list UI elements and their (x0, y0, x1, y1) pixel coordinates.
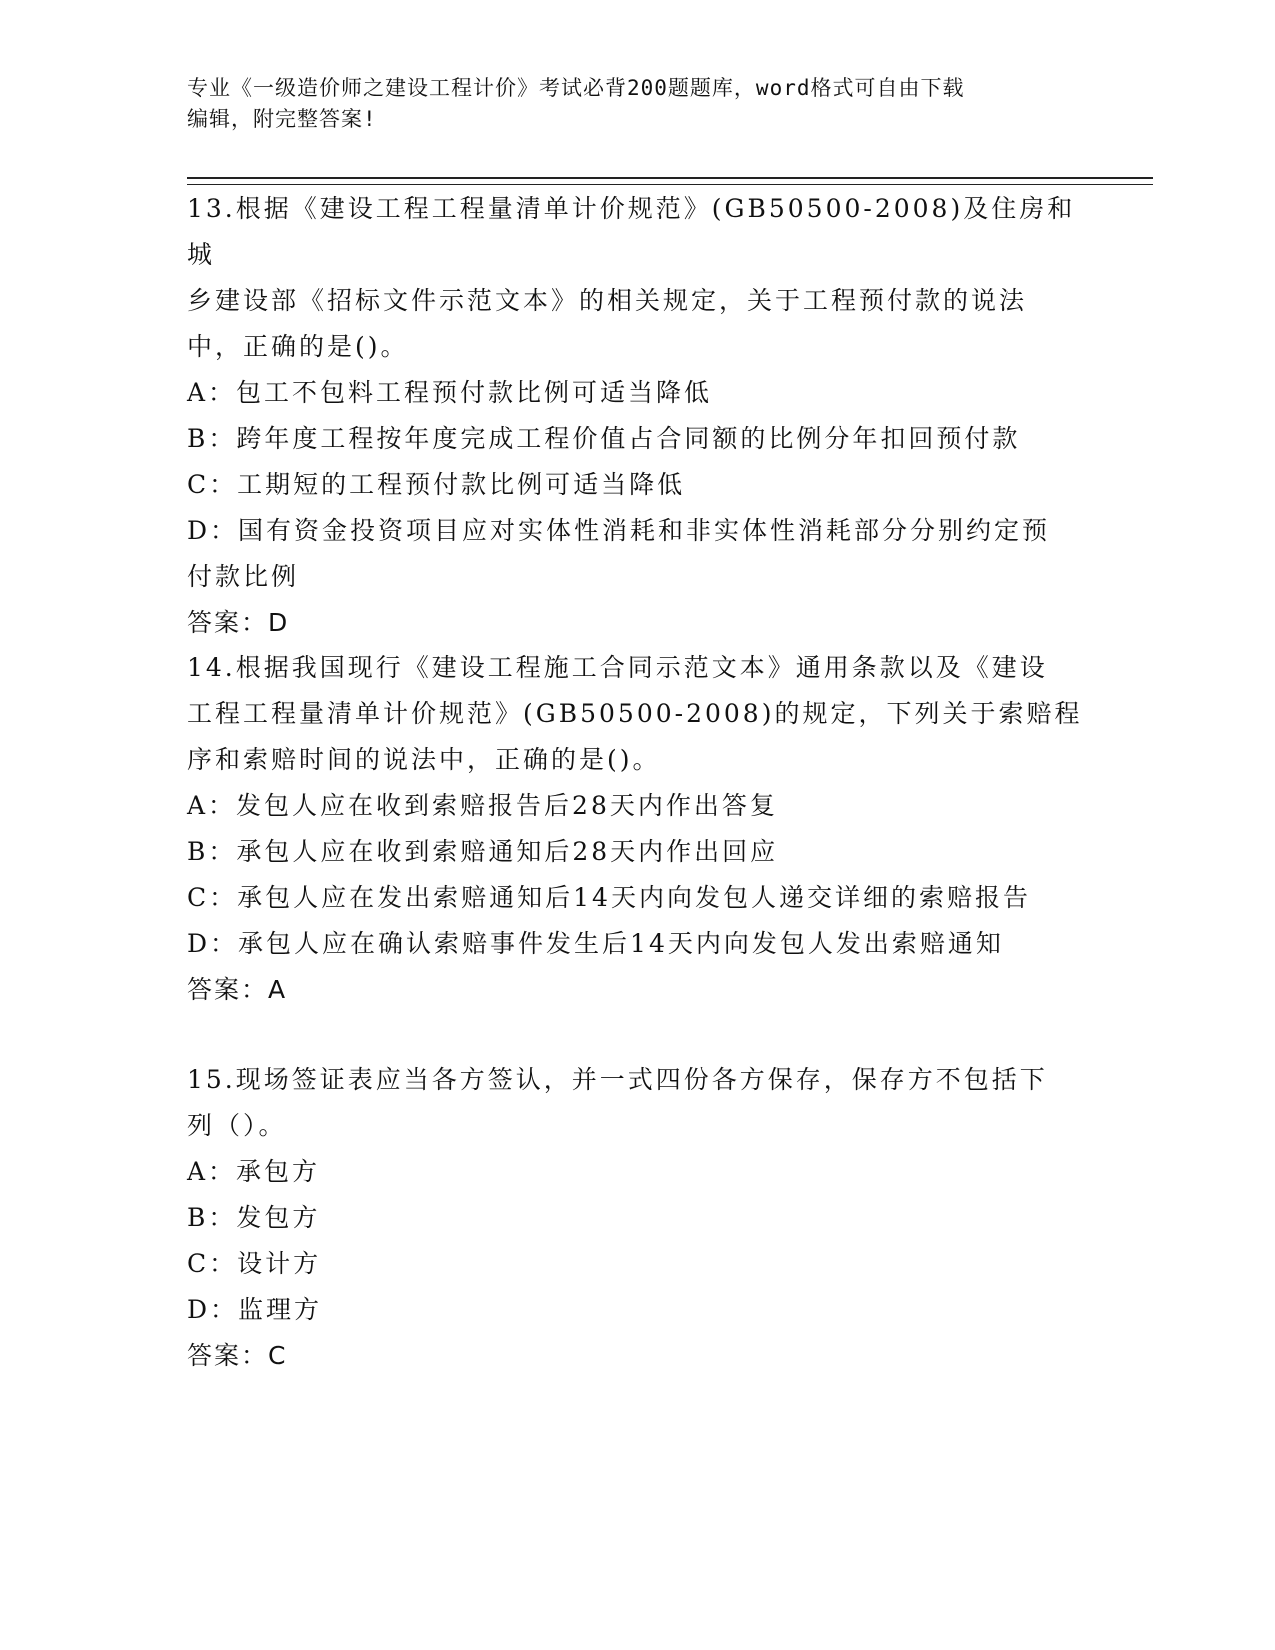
question-15 (187, 1057, 1087, 1379)
question-stem-line: 中，正确的是()。 (187, 332, 409, 361)
answer-label: 答案：C (187, 1341, 288, 1370)
question-stem-line: 工程工程量清单计价规范》(GB50500-2008)的规定，下列关于索赔程 (187, 699, 1083, 728)
option-c: C：工期短的工程预付款比例可适当降低 (187, 470, 686, 499)
option-d: D：国有资金投资项目应对实体性消耗和非实体性消耗部分分别约定预 (187, 516, 1051, 545)
option-d-continued: 付款比例 (187, 562, 300, 591)
option-b: B：发包方 (187, 1203, 321, 1232)
question-stem-line: 15.现场签证表应当各方签认，并一式四份各方保存，保存方不包括下 (187, 1065, 1048, 1094)
question-stem-line: 序和索赔时间的说法中，正确的是()。 (187, 745, 661, 774)
document-header (187, 73, 1067, 135)
option-b: B：跨年度工程按年度完成工程价值占合同额的比例分年扣回预付款 (187, 424, 1021, 453)
option-a: A：承包方 (187, 1157, 321, 1186)
question-stem-line: 乡建设部《招标文件示范文本》的相关规定，关于工程预付款的说法 (187, 286, 1028, 315)
question-stem-line: 14.根据我国现行《建设工程施工合同示范文本》通用条款以及《建设 (187, 653, 1048, 682)
answer-label: 答案：D (187, 608, 290, 637)
question-14 (187, 645, 1087, 1013)
question-stem-line: 13.根据《建设工程工程量清单计价规范》(GB50500-2008)及住房和城 (187, 194, 1076, 269)
header-line-1: 专业《一级造价师之建设工程计价》考试必背200题题库，word格式可自由下载 (187, 76, 965, 100)
answer-label: 答案：A (187, 975, 288, 1004)
header-line-2: 编辑，附完整答案! (187, 107, 377, 131)
option-c: C：承包人应在发出索赔通知后14天内向发包人递交详细的索赔报告 (187, 883, 1031, 912)
option-d: D：承包人应在确认索赔事件发生后14天内向发包人发出索赔通知 (187, 929, 1004, 958)
question-13 (187, 186, 1087, 646)
question-stem-line: 列（）。 (187, 1111, 287, 1140)
option-a: A：发包人应在收到索赔报告后28天内作出答复 (187, 791, 778, 820)
option-c: C：设计方 (187, 1249, 322, 1278)
option-d: D：监理方 (187, 1295, 323, 1324)
header-divider-thin (187, 184, 1153, 185)
header-divider-thick (187, 177, 1153, 179)
option-b: B：承包人应在收到索赔通知后28天内作出回应 (187, 837, 779, 866)
option-a: A：包工不包料工程预付款比例可适当降低 (187, 378, 713, 407)
